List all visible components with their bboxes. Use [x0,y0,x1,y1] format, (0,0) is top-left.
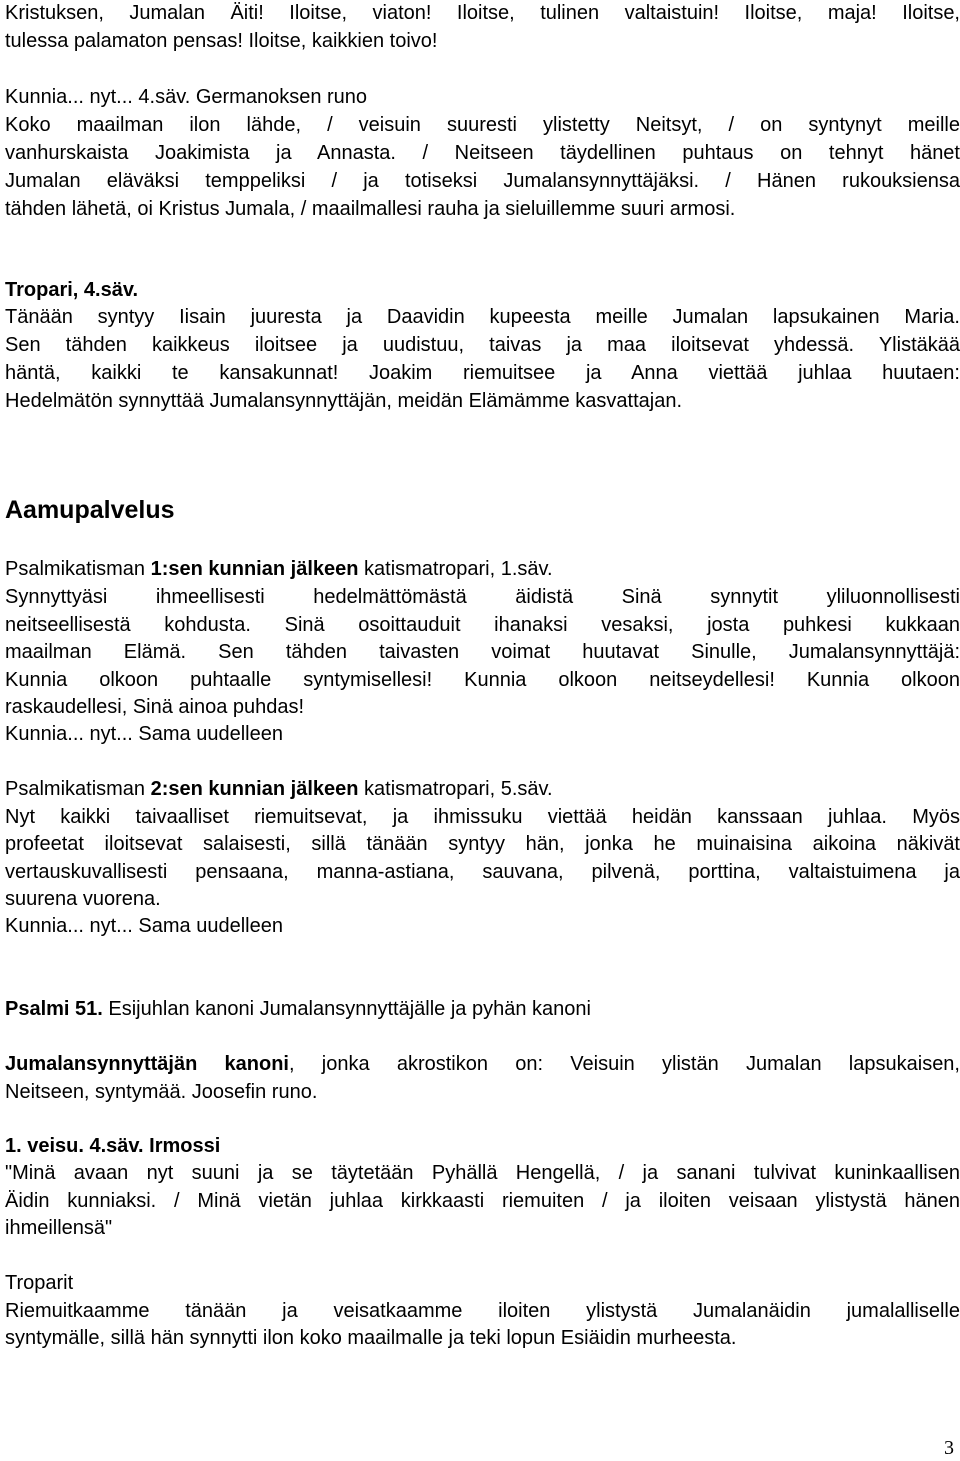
intro-line-1: Kristuksen, Jumalan Äiti! Iloitse, viaton! Iloitse, tulinen valtaistuin! Iloitse, maja! Iloitse, [5,2,960,24]
kunnia-germanos-heading: Kunnia... nyt... 4.säv. Germanoksen runo [5,86,368,108]
troparit-heading: Troparit [5,1272,74,1294]
katisma1-line-5: raskaudellesi, Sinä ainoa puhdas! [5,696,305,718]
kanoni-line-2: Neitseen, syntymää. Joosefin runo. [5,1081,318,1103]
germanos-line-2: vanhurskaista Joakimista ja Annasta. / Neitseen täydellinen puhtaus on tehnyt hänet [5,142,960,164]
katisma2-line-3: vertauskuvallisesti pensaana, manna-astiana, sauvana, pilvenä, porttina, valtaistuimena ja [5,861,960,883]
katisma2-kunnia: Kunnia... nyt... Sama uudelleen [5,915,283,937]
tropari-line-1: Tänään syntyy Iisain juuresta ja Daavidin kupeesta meille Jumalan lapsukainen Maria. [5,306,960,328]
germanos-line-3: Jumalan eläväksi temppeliksi / ja totiseksi Jumalansynnyttäjäksi. / Hänen rukouksiensa [5,170,960,192]
katisma1-line-2: neitseellisestä kohdusta. Sinä osoittauduit ihanaksi vesaksi, josta puhkesi kukkaan [5,614,960,636]
katisma1-kunnia: Kunnia... nyt... Sama uudelleen [5,723,283,745]
troparit-line-2: syntymälle, sillä hän synnytti ilon koko maailmalle ja teki lopun Esiäidin murheesta. [5,1327,737,1349]
germanos-line-4: tähden lähetä, oi Kristus Jumala, / maailmallesi rauha ja sieluillemme suuri armosi. [5,198,736,220]
page-number: 3 [944,1437,954,1459]
katisma2-line-1: Nyt kaikki taivaalliset riemuitsevat, ja ihmissuku viettää heidän kanssaan juhlaa. Myös [5,806,960,828]
germanos-line-1: Koko maailman ilon lähde, / veisuin suuresti ylistetty Neitsyt, / on syntynyt meille [5,114,960,136]
katisma2-heading: Psalmikatisman 2:sen kunnian jälkeen katismatropari, 5.säv. [5,778,553,800]
section-heading-aamupalvelus: Aamupalvelus [5,496,175,524]
katisma2-line-4: suurena vuorena. [5,888,161,910]
troparit-line-1: Riemuitkaamme tänään ja veisatkaamme iloiten ylistystä Jumalanäidin jumalalliselle [5,1300,960,1322]
tropari-heading: Tropari, 4.säv. [5,279,139,301]
katisma1-line-4: Kunnia olkoon puhtaalle syntymisellesi! Kunnia olkoon neitseydellesi! Kunnia olkoon [5,669,960,691]
veisu-line-1: "Minä avaan nyt suuni ja se täytetään Pyhällä Hengellä, / ja sanani tulvivat kuninkaallisen [5,1162,960,1184]
psalmi-heading: Psalmi 51. Esijuhlan kanoni Jumalansynnyttäjälle ja pyhän kanoni [5,998,591,1020]
tropari-line-2: Sen tähden kaikkeus iloitsee ja uudistuu, taivas ja maa iloitsevat yhdessä. Ylistäkää [5,334,960,356]
katisma2-line-2: profeetat iloitsevat salaisesti, sillä tänään syntyy hän, jonka he muinaisina aikoina näkivät [5,833,960,855]
veisu-line-2: Äidin kunniaksi. / Minä vietän juhlaa kirkkaasti riemuiten / ja iloiten veisaan ylistystä hänen [5,1190,960,1212]
katisma1-line-1: Synnyttyäsi ihmeellisesti hedelmättömästä äidistä Sinä synnytit yliluonnollisesti [5,586,960,608]
tropari-line-3: häntä, kaikki te kansakunnat! Joakim riemuitsee ja Anna viettää juhlaa huutaen: [5,362,960,384]
veisu-heading: 1. veisu. 4.säv. Irmossi [5,1135,221,1157]
katisma1-line-3: maailman Elämä. Sen tähden taivasten voimat huutavat Sinulle, Jumalansynnyttäjä: [5,641,960,663]
intro-line-2: tulessa palamaton pensas! Iloitse, kaikkien toivo! [5,30,438,52]
katisma1-heading: Psalmikatisman 1:sen kunnian jälkeen katismatropari, 1.säv. [5,558,553,580]
tropari-line-4: Hedelmätön synnyttää Jumalansynnyttäjän, meidän Elämämme kasvattajan. [5,390,683,412]
veisu-line-3: ihmeillensä" [5,1217,113,1239]
kanoni-line-1: Jumalansynnyttäjän kanoni, jonka akrostikon on: Veisuin ylistän Jumalan lapsukaisen, [5,1053,960,1075]
